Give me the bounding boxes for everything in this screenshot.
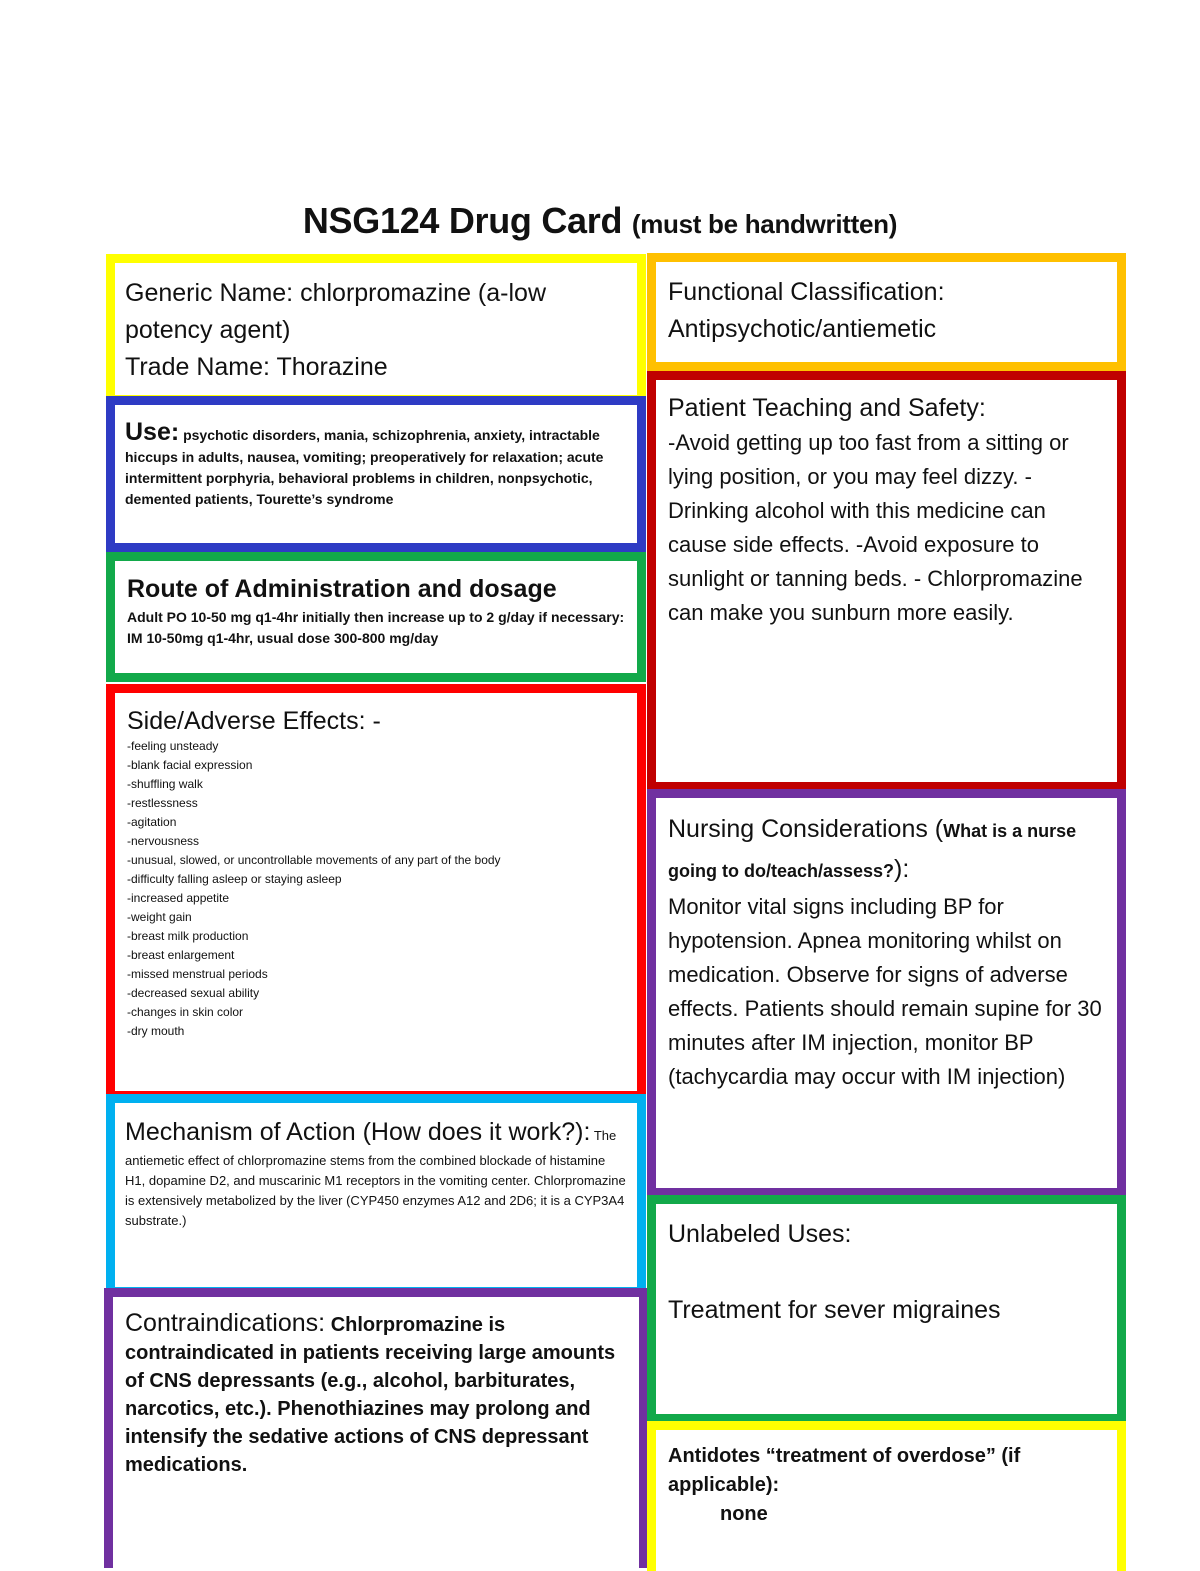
trade-label: Trade Name: (125, 353, 270, 381)
list-item: -feeling unsteady (127, 739, 219, 753)
mechanism-text: The antiemetic effect of chlorpromazine stems from the combined blockade of histamine H1, dopamine D2, and muscarinic M1 receptors in the vomiting center. Chlorpromazine is extensively metabolized by the liver (CYP450 enzymes A12 and 2D6; it is a CYP3A4 substrate.) (125, 1128, 626, 1228)
antidotes-label: Antidotes “treatment of overdose” (if applicable): (668, 1445, 1021, 1496)
generic-value: chlorpromazine (a-low potency agent) (125, 279, 547, 344)
list-item: -blank facial expression (127, 758, 253, 772)
list-item: -increased appetite (127, 891, 230, 905)
list-item: -breast milk production (127, 929, 249, 943)
generic-name-box (106, 254, 646, 404)
mechanism-content (125, 1113, 627, 1231)
list-item: -restlessness (127, 796, 198, 810)
antidotes-value: none (720, 1503, 768, 1525)
unlabeled-uses-box (647, 1195, 1126, 1423)
nursing-text: Monitor vital signs including BP for hypotension. Apnea monitoring whilst on medication. Observe for signs of adverse effects. Patients should remain supine for 30 minutes after IM injection, monitor BP (tachycardia may occur with IM injection) (668, 894, 1102, 1089)
trade-value: Thorazine (276, 353, 388, 381)
contraindications-content (125, 1309, 627, 1479)
list-item: -weight gain (127, 910, 192, 924)
contraindications-box (104, 1288, 648, 1568)
teaching-text: -Avoid getting up too fast from a sitting or lying position, or you may feel dizzy. -Drinking alcohol with this medicine can cause side effects. -Avoid exposure to sunlight or tanning beds. - Chlorpromazine can make you sunburn more easily. (668, 430, 1083, 625)
generic-label: Generic Name: (125, 279, 294, 307)
nursing-label: Nursing Considerations ( (668, 815, 944, 843)
nursing-label-bold: What is a nurse going to do/teach/assess? (668, 821, 1077, 881)
use-box (106, 396, 646, 552)
title-sub: (must be handwritten) (631, 209, 898, 239)
title-main: NSG124 Drug Card (302, 200, 623, 241)
unlabeled-text: Treatment for sever migraines (668, 1296, 1001, 1324)
contraindications-text: Chlorpromazine is contraindicated in patients receiving large amounts of CNS depressants (e.g., alcohol, barbiturates, narcotics, etc.). Phenothiazines may prolong and intensify the sedative actions of CNS depressant medications. (125, 1314, 616, 1476)
patient-teaching-box (647, 371, 1126, 791)
mechanism-box (106, 1094, 646, 1296)
list-item: -unusual, slowed, or uncontrollable movements of any part of the body (127, 853, 501, 867)
list-item: -missed menstrual periods (127, 967, 268, 981)
page-title (0, 200, 1200, 242)
list-item: -dry mouth (127, 1024, 185, 1038)
side-effects-box (106, 684, 646, 1100)
unlabeled-label: Unlabeled Uses: (668, 1220, 852, 1248)
use-content (125, 417, 627, 510)
functional-label: Functional Classification: (668, 278, 945, 306)
nursing-label-end: ): (894, 855, 910, 883)
route-label: Route of Administration and dosage (127, 575, 557, 603)
nursing-heading (668, 810, 1105, 890)
generic-name (125, 275, 627, 349)
antidotes-box (647, 1421, 1126, 1571)
route-box (106, 552, 646, 682)
functional-value: Antipsychotic/antiemetic (668, 315, 937, 343)
list-item: -decreased sexual ability (127, 986, 260, 1000)
side-effects-list (127, 737, 625, 1041)
list-item: -changes in skin color (127, 1005, 244, 1019)
functional-classification-box (647, 253, 1126, 371)
list-item: -agitation (127, 815, 177, 829)
teaching-label: Patient Teaching and Safety: (668, 394, 986, 422)
mechanism-label: Mechanism of Action (How does it work?): (125, 1118, 591, 1146)
use-label: Use: (125, 418, 180, 446)
nursing-considerations-box (647, 789, 1126, 1197)
list-item: -difficulty falling asleep or staying asleep (127, 872, 342, 886)
route-text: Adult PO 10-50 mg q1-4hr initially then increase up to 2 g/day if necessary: IM 10-50mg q1-4hr, usual dose 300-800 mg/day (127, 609, 625, 646)
list-item: -nervousness (127, 834, 200, 848)
list-item: -breast enlargement (127, 948, 235, 962)
side-effects-label: Side/Adverse Effects: - (127, 707, 381, 735)
list-item: -shuffling walk (127, 777, 203, 791)
trade-name (125, 349, 627, 386)
use-text: psychotic disorders, mania, schizophrenia, anxiety, intractable hiccups in adults, nausea, vomiting; preoperatively for relaxation; acute intermittent porphyria, behavioral problems in children, nonpsychotic, demented patients, Tourette’s syndrome (125, 427, 604, 507)
contraindications-label: Contraindications: (125, 1309, 326, 1337)
